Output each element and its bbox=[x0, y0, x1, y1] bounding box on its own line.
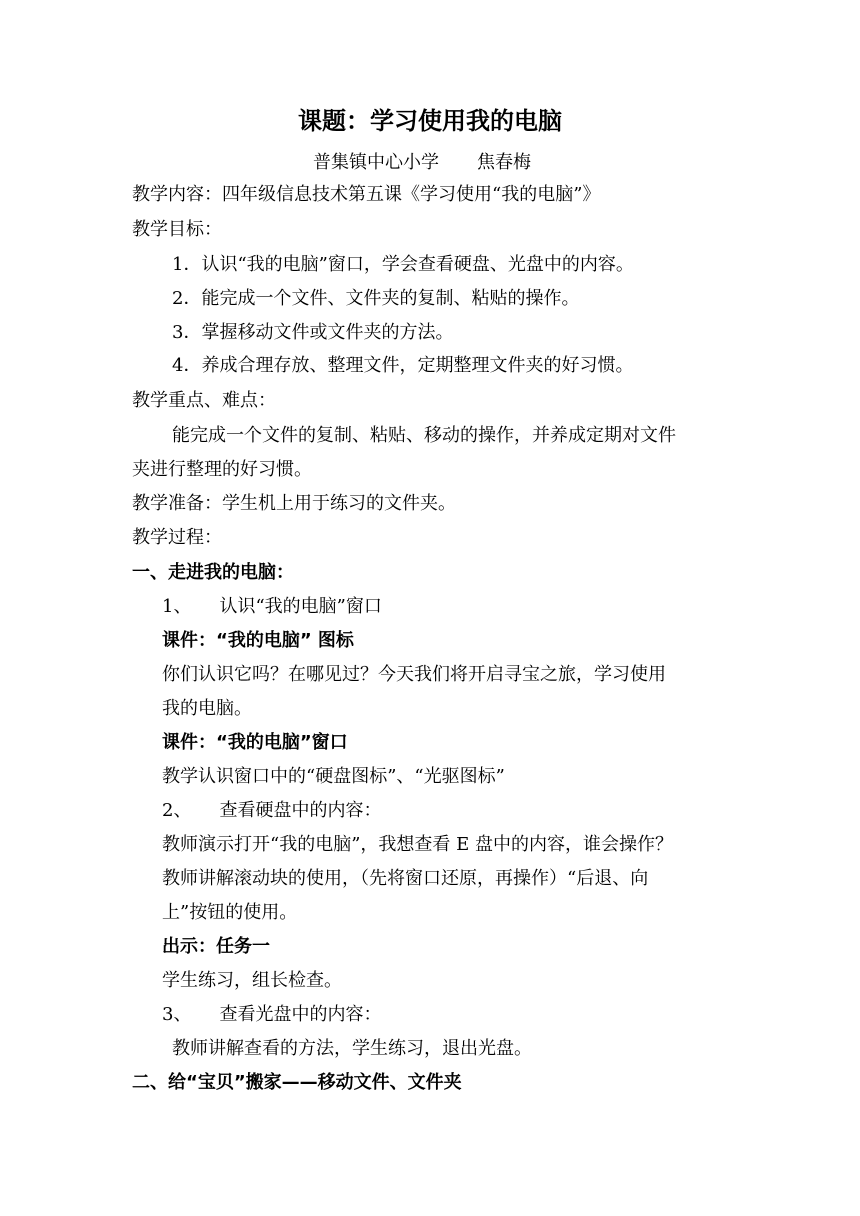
step-number: 2、 bbox=[162, 800, 192, 821]
objective-item: 4．养成合理存放、整理文件，定期整理文件夹的好习惯。 bbox=[172, 355, 634, 376]
step-number: 1、 bbox=[162, 596, 192, 617]
step-item bbox=[162, 595, 382, 619]
step-item bbox=[162, 799, 381, 823]
section-heading: 二、给“宝贝”搬家——移动文件、文件夹 bbox=[132, 1072, 462, 1093]
paragraph: 教师讲解滚动块的使用，（先将窗口还原，再操作）“后退、向 bbox=[162, 868, 649, 889]
paragraph-cont: 我的电脑。 bbox=[162, 698, 252, 719]
step-number: 3、 bbox=[162, 1004, 192, 1025]
key-points-text-cont: 夹进行整理的好习惯。 bbox=[132, 459, 312, 480]
key-points-heading: 教学重点、难点： bbox=[132, 390, 276, 411]
step-item bbox=[162, 1003, 381, 1027]
paragraph: 教师演示打开“我的电脑”，我想查看 E 盘中的内容，谁会操作？ bbox=[162, 834, 673, 855]
paragraph: 学生练习，组长检查。 bbox=[162, 970, 342, 991]
teaching-preparation: 教学准备：学生机上用于练习的文件夹。 bbox=[132, 493, 456, 514]
byline bbox=[313, 151, 531, 175]
process-heading: 教学过程： bbox=[132, 527, 222, 548]
school-name: 普集镇中心小学 bbox=[313, 152, 439, 173]
page-title: 课题：学习使用我的电脑 bbox=[298, 107, 562, 135]
courseware-label: 课件：“我的电脑”窗口 bbox=[162, 732, 348, 753]
paragraph: 教师讲解查看的方法，学生练习，退出光盘。 bbox=[172, 1038, 532, 1059]
courseware-label: 课件：“我的电脑” 图标 bbox=[162, 630, 354, 651]
author-name: 焦春梅 bbox=[477, 152, 531, 173]
key-points-text: 能完成一个文件的复制、粘贴、移动的操作，并养成定期对文件 bbox=[172, 425, 676, 446]
step-text: 查看硬盘中的内容： bbox=[219, 800, 382, 821]
paragraph: 你们认识它吗？在哪见过？今天我们将开启寻宝之旅，学习使用 bbox=[162, 664, 666, 685]
paragraph: 教学认识窗口中的“硬盘图标”、“光驱图标” bbox=[162, 766, 505, 787]
teaching-content: 教学内容：四年级信息技术第五课《学习使用“我的电脑”》 bbox=[132, 184, 601, 205]
paragraph-cont: 上”按钮的使用。 bbox=[162, 902, 298, 923]
step-text: 查看光盘中的内容： bbox=[219, 1004, 382, 1025]
objectives-heading: 教学目标： bbox=[132, 219, 222, 240]
objective-item: 1．认识“我的电脑”窗口，学会查看硬盘、光盘中的内容。 bbox=[172, 254, 634, 275]
section-heading: 一、走进我的电脑： bbox=[132, 562, 294, 583]
step-text: 认识“我的电脑”窗口 bbox=[219, 596, 382, 617]
task-label: 出示：任务一 bbox=[162, 936, 270, 957]
objective-item: 2．能完成一个文件、文件夹的复制、粘贴的操作。 bbox=[172, 288, 580, 309]
objective-item: 3．掌握移动文件或文件夹的方法。 bbox=[172, 322, 454, 343]
